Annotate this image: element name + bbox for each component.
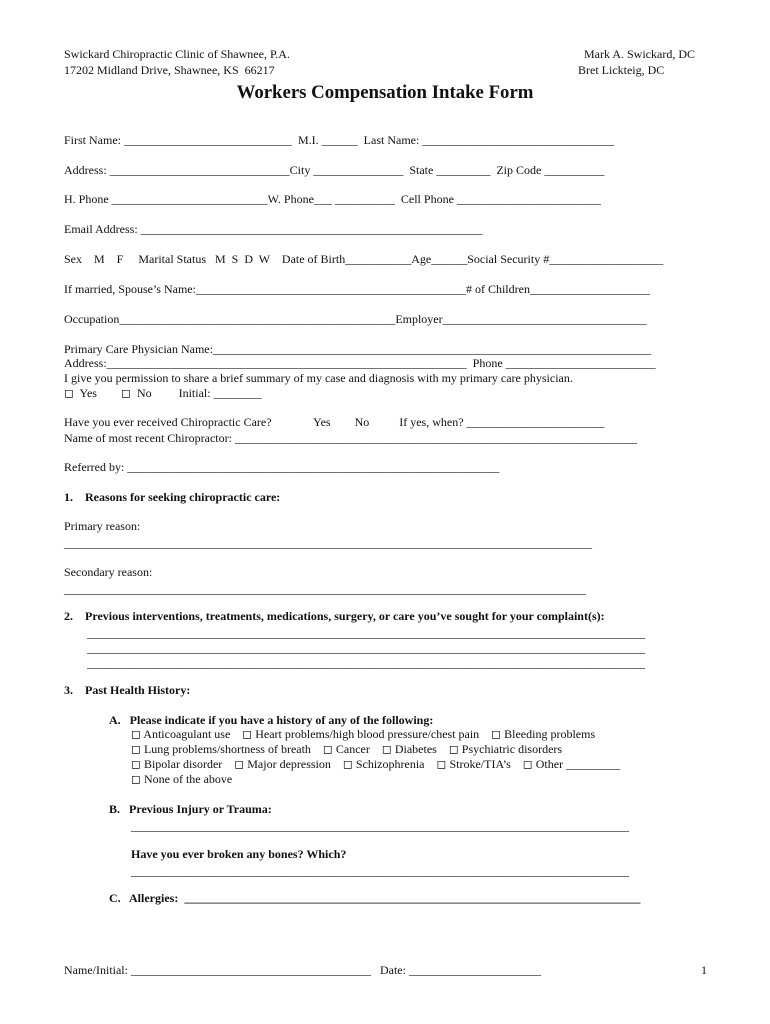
secondary-reason-label: Secondary reason:	[64, 565, 153, 579]
doctor-name-2: Bret Lickteig, DC	[578, 63, 665, 77]
page-number: 1	[701, 963, 707, 977]
demographics-line: Sex M F Marital Status M S D W Date of Birth___________Age______Social Security #___________________	[64, 252, 664, 266]
question-3a: A. Please indicate if you have a history of any of the following:	[109, 713, 434, 727]
form-title: Workers Compensation Intake Form	[236, 82, 534, 103]
email-line: Email Address: _________________________________________________________	[64, 222, 483, 236]
spouse-line: If married, Spouse’s Name:_____________________________________________# of Children____________________	[64, 282, 650, 296]
question-3b: B. Previous Injury or Trauma:	[109, 802, 272, 816]
q2-line-1: _____________________________________________________________________________________________	[87, 626, 645, 640]
name-line: First Name: ____________________________ M.I. ______ Last Name: ________________________________	[64, 133, 615, 147]
doctor-name-1: Mark A. Swickard, DC	[584, 47, 695, 61]
secondary-reason-line: _______________________________________________________________________________________	[64, 582, 586, 596]
question-3: 3. Past Health History:	[64, 683, 191, 697]
history-row-4: ◻ None of the above	[131, 772, 233, 786]
permission-text: I give you permission to share a brief summary of my case and diagnosis with my primary care physician.	[64, 371, 573, 385]
broken-bones-label: Have you ever broken any bones? Which?	[131, 847, 347, 861]
injury-line: ___________________________________________________________________________________	[131, 819, 629, 833]
q2-line-3: _____________________________________________________________________________________________	[87, 656, 645, 670]
pcp-name-line: Primary Care Physician Name:_________________________________________________________________________	[64, 342, 651, 356]
q2-line-2: _____________________________________________________________________________________________	[87, 641, 645, 655]
occupation-line: Occupation______________________________________________Employer__________________________________	[64, 312, 647, 326]
question-2: 2. Previous interventions, treatments, medications, surgery, or care you’ve sought for your complaint(s):	[64, 609, 605, 623]
referred-line: Referred by: ______________________________________________________________	[64, 460, 500, 474]
broken-bones-line: ___________________________________________________________________________________	[131, 864, 629, 878]
chiro-care-line: Have you ever received Chiropractic Care? Yes No If yes, when? _______________________	[64, 415, 605, 429]
pcp-address-line: Address:____________________________________________________________ Phone _________________________	[64, 356, 656, 370]
primary-reason-line: ________________________________________________________________________________________	[64, 536, 592, 550]
footer-name-date: Name/Initial: ________________________________________ Date: ______________________	[64, 963, 541, 977]
clinic-address: 17202 Midland Drive, Shawnee, KS 66217	[64, 63, 275, 77]
primary-reason-label: Primary reason:	[64, 519, 141, 533]
permission-options: ◻ Yes ◻ No Initial: ________	[64, 386, 262, 400]
question-3c: C. Allergies: ____________________________________________________________________________	[109, 891, 641, 905]
history-row-3: ◻ Bipolar disorder ◻ Major depression ◻ Schizophrenia ◻ Stroke/TIA’s ◻ Other _________	[131, 757, 621, 771]
history-row-1: ◻ Anticoagulant use ◻ Heart problems/high blood pressure/chest pain ◻ Bleeding problems	[131, 727, 596, 741]
phone-line: H. Phone __________________________W. Phone___ __________ Cell Phone ________________________	[64, 192, 601, 206]
clinic-name: Swickard Chiropractic Clinic of Shawnee, P.A.	[64, 47, 290, 61]
history-row-2: ◻ Lung problems/shortness of breath ◻ Cancer ◻ Diabetes ◻ Psychiatric disorders	[131, 742, 563, 756]
recent-chiro-line: Name of most recent Chiropractor: ___________________________________________________________________	[64, 431, 637, 445]
question-1: 1. Reasons for seeking chiropractic care:	[64, 490, 281, 504]
address-line: Address: ______________________________City _______________ State _________ Zip Code __________	[64, 163, 605, 177]
